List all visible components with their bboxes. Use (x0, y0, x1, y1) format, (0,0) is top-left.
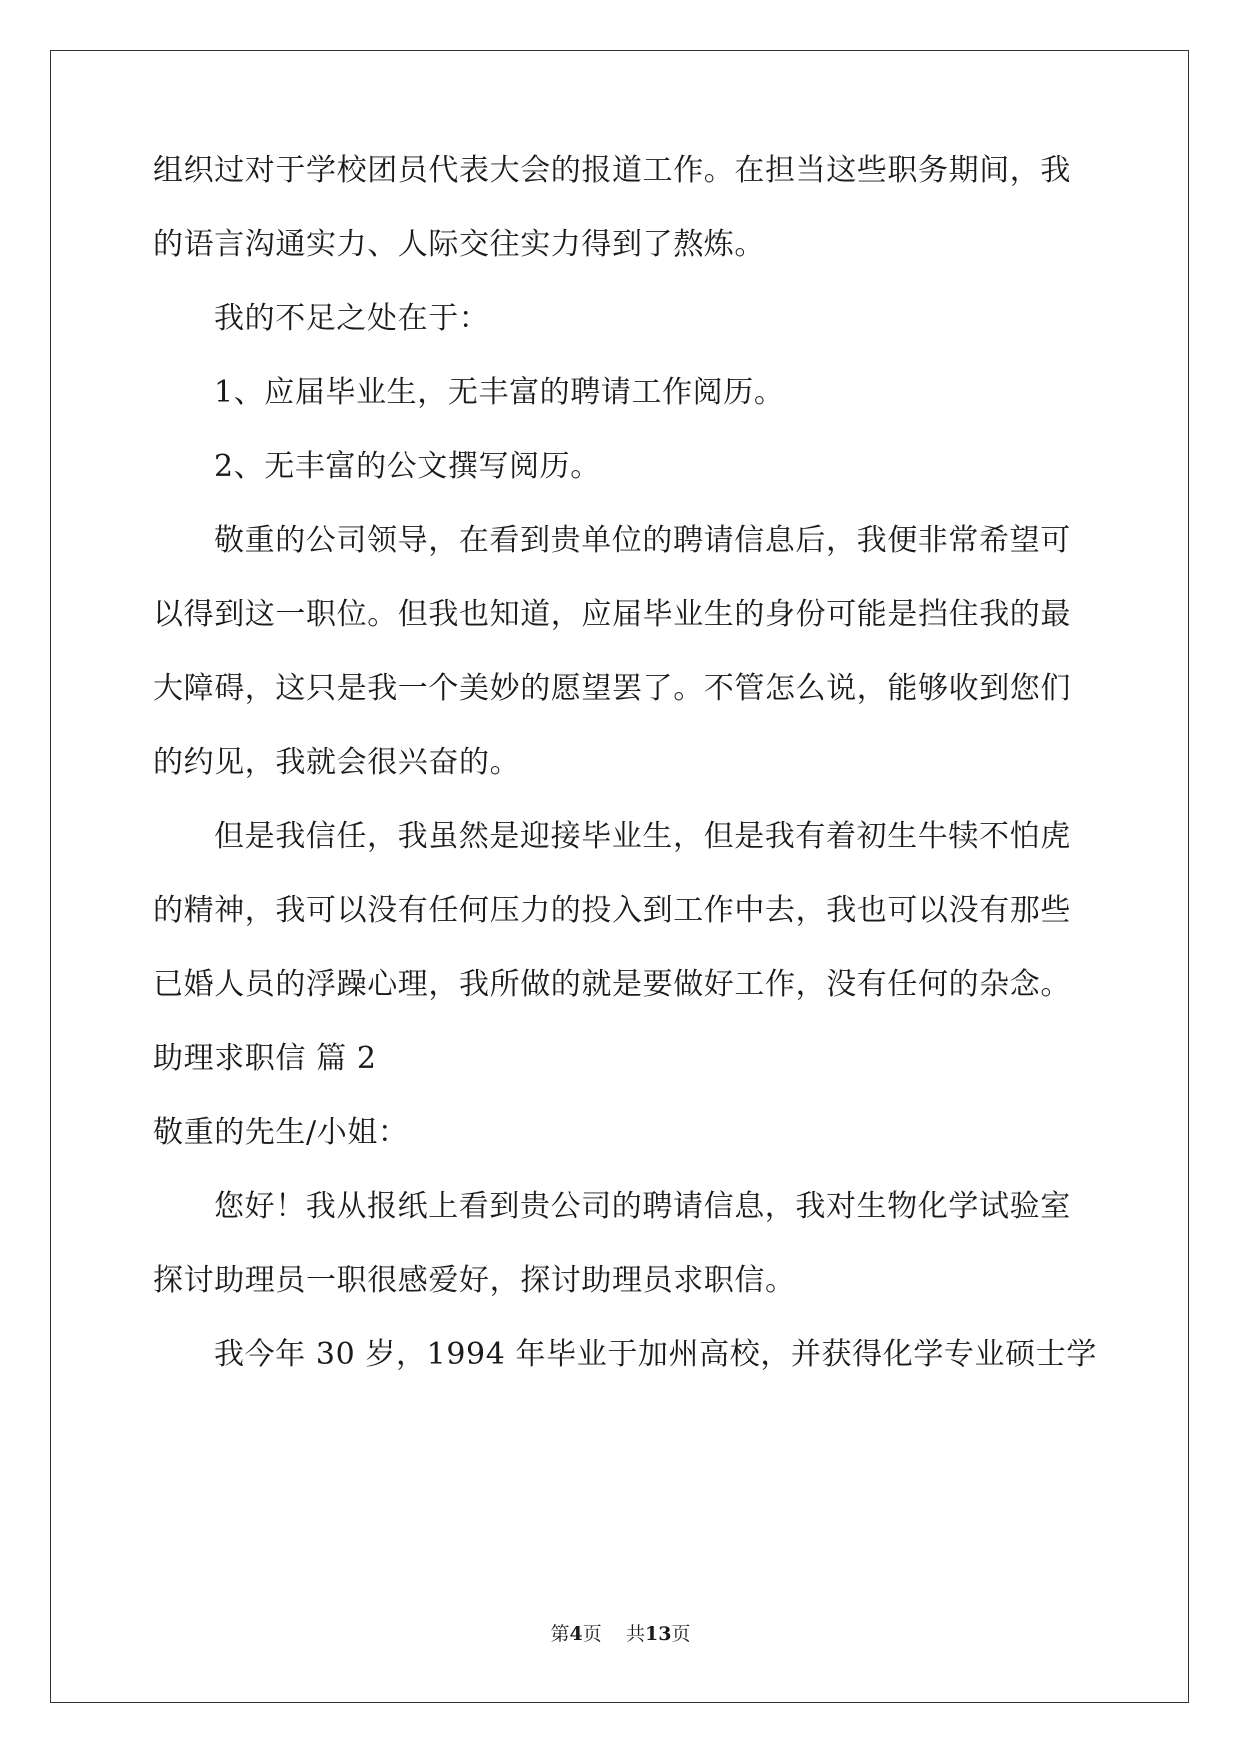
body-line: 的语言沟通实力、人际交往实力得到了熬炼。 (153, 227, 765, 262)
current-page-number: 4 (569, 1623, 583, 1645)
footer-page-unit: 页 (582, 1623, 602, 1645)
body-line: 的精神，我可以没有任何压力的投入到工作中去，我也可以没有那些 (153, 893, 1071, 928)
body-line: 我今年 30 岁，1994 年毕业于加州高校，并获得化学专业硕士学 (214, 1337, 1097, 1372)
body-line: 的约见，我就会很兴奋的。 (153, 745, 521, 780)
footer-total-unit: 页 (671, 1623, 691, 1645)
footer-prefix: 第 (550, 1623, 570, 1645)
section-heading: 助理求职信 篇 2 (153, 1041, 377, 1076)
body-line: 探讨助理员一职很感爱好，探讨助理员求职信。 (153, 1263, 796, 1298)
page-border (50, 50, 1189, 1703)
total-pages-number: 13 (644, 1623, 672, 1645)
body-line: 已婚人员的浮躁心理，我所做的就是要做好工作，没有任何的杂念。 (153, 967, 1071, 1002)
footer-total-prefix: 共 (625, 1623, 645, 1645)
body-line: 大障碍，这只是我一个美妙的愿望罢了。不管怎么说，能够收到您们 (153, 671, 1071, 706)
body-line: 敬重的公司领导，在看到贵单位的聘请信息后，我便非常希望可 (214, 523, 1071, 558)
page-footer (0, 1622, 1241, 1646)
body-line: 以得到这一职位。但我也知道，应届毕业生的身份可能是挡住我的最 (153, 597, 1071, 632)
body-line: 我的不足之处在于： (214, 301, 490, 336)
body-line: 但是我信任，我虽然是迎接毕业生，但是我有着初生牛犊不怕虎 (214, 819, 1071, 854)
body-line: 您好！我从报纸上看到贵公司的聘请信息，我对生物化学试验室 (214, 1189, 1071, 1224)
body-line: 组织过对于学校团员代表大会的报道工作。在担当这些职务期间，我 (153, 153, 1071, 188)
salutation: 敬重的先生/小姐： (153, 1115, 409, 1150)
list-item: 1、应届毕业生，无丰富的聘请工作阅历。 (214, 375, 785, 410)
list-item: 2、无丰富的公文撰写阅历。 (214, 449, 601, 484)
